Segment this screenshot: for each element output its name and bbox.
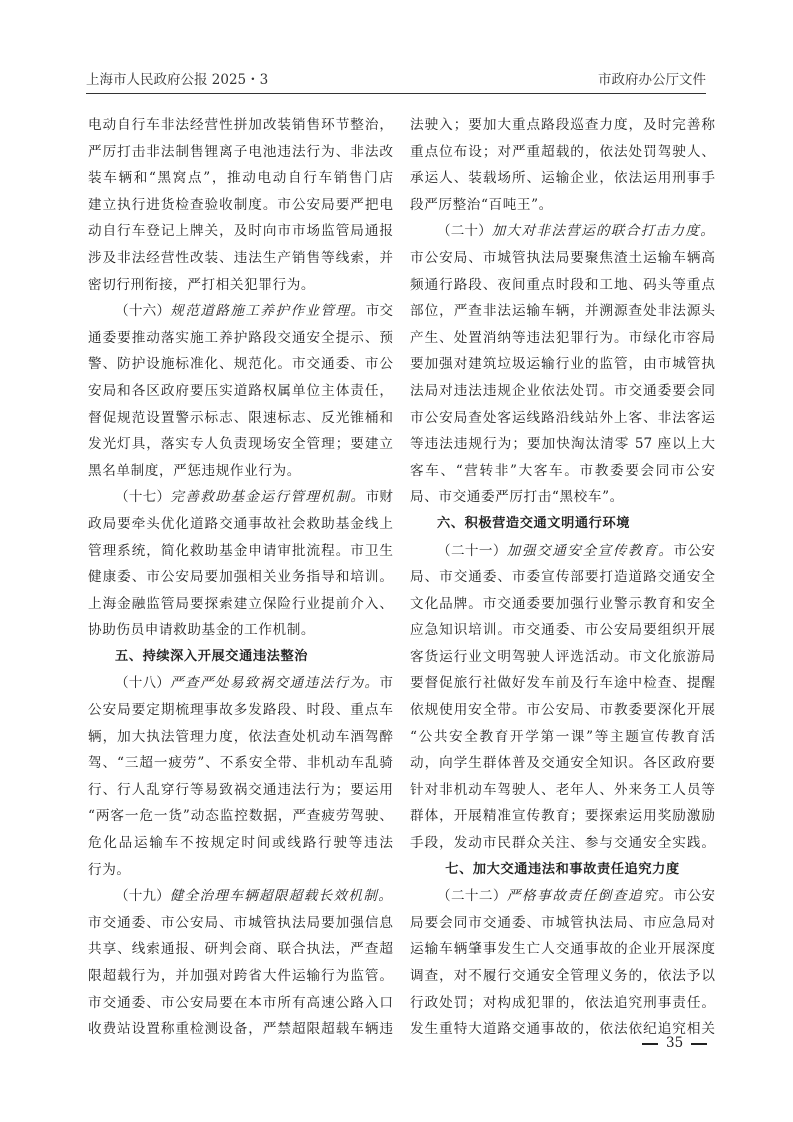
paragraph-line: 产生、处置消纳等违法犯罪行为。市绿化市容局 [410,329,715,346]
subsection-line [88,883,393,910]
paragraph-line: 密切行刑衔接，严打相关犯罪行为。 [88,276,316,293]
paragraph-line: 管理系统，简化救助基金申请审批流程。市卫生 [88,542,393,559]
paragraph-line: 行政处罚；对构成犯罪的，依法追究刑事责任。 [410,994,715,1011]
section-title: 市政府办公厅文件 [598,72,706,88]
paragraph-line: 行、行人乱穿行等易致祸交通违法行为；要运用 [88,781,393,798]
paragraph-line: “两客一危一货”动态监控数据，严查疲劳驾驶、 [88,808,393,825]
paragraph-line: 客车、“营转非”大客车。市教委要会同市公安 [410,462,715,479]
subsection-title: 加大对非法营运的联合打击力度。 [491,223,716,240]
section-heading: 七、加大交通违法和事故责任追究力度 [445,861,680,877]
paragraph-line: 危化品运输车不按规定时间或线路行驶等违法 [88,835,393,852]
subsection-line [88,670,393,697]
subsection-title: 严格事故责任倒查追究。 [506,888,674,905]
paragraph-line: 市公安局、市城管执法局要聚焦渣土运输车辆高 [410,249,715,266]
paragraph-line: 涉及非法经营性改装、违法生产销售等线索，并 [88,249,393,266]
dash-right [691,1043,707,1045]
subsection-title: 完善救助基金运行管理机制。 [170,489,366,506]
right-column [410,112,715,1043]
subsection-text: 市交 [365,303,394,320]
paragraph-line: 上海金融监管局要探索建立保险行业提前介入、 [88,595,393,612]
subsection-number: （十九） [115,888,170,905]
paragraph-line: 驾、“三超一疲劳”、不系安全带、非机动车乱骑 [88,755,393,772]
subsection-number: （二十） [437,223,492,240]
subsection-line [88,484,393,511]
subsection-text: 市公安 [673,542,716,559]
subsection-title: 健全治理车辆超限超载长效机制。 [169,888,394,905]
subsection-number: （二十二） [437,888,507,905]
paragraph-line: 等违法违规行为；要加快淘汰清零 57 座以上大 [410,436,715,453]
paragraph-line: 应急知识培训。市交通委、市公安局要组织开展 [410,622,715,639]
paragraph-line: 客货运行业文明驾驶人评选活动。市文化旅游局 [410,648,715,665]
dash-left [642,1043,658,1045]
paragraph-line: 手段，发动市民群众关注、参与交通安全实践。 [410,835,715,852]
paragraph-line: 段严厉整治“百吨王”。 [410,196,553,213]
paragraph-line: 收费站设置称重检测设备，严禁超限超载车辆违 [88,1021,393,1038]
subsection-text: 市 [379,675,393,692]
left-column [88,112,393,1043]
paragraph-line: 调查，对不履行交通安全管理义务的，依法予以 [410,968,715,984]
paragraph-line: 市交通委、市公安局、市城管执法局要加强信息 [88,914,393,931]
subsection-text: 市公安 [673,888,716,905]
paragraph-line: 动，向学生群体普及交通安全知识。各区政府要 [410,755,715,772]
subsection-title: 规范道路施工养护作业管理。 [170,303,366,320]
paragraph-line: 协助伤员申请救助基金的工作机制。 [88,622,316,639]
paragraph-line: 部位，严查非法运输车辆，并溯源查处非法源头 [410,303,715,320]
paragraph-line: 法驶入；要加大重点路段巡查力度，及时完善称 [410,117,715,133]
page-header [86,66,706,88]
paragraph-line: 要督促旅行社做好发车前及行车途中检查、提醒 [410,675,715,692]
paragraph-line: 市公安局查处客运线路沿线站外上客、非法客运 [410,409,715,426]
paragraph-line: 电动自行车非法经营性拼加改装销售环节整治， [88,117,393,133]
publication-title: 上海市人民政府公报 2025・3 [86,72,269,88]
page-number-text: 35 [666,1035,684,1051]
subsection-number: （十六） [115,303,171,320]
paragraph-line: 发生重特大道路交通事故的，依法依纪追究相关 [410,1021,715,1038]
paragraph-line: 公安局要定期梳理事故多发路段、时段、重点车 [88,702,393,719]
paragraph-line: 健康委、市公安局要加强相关业务指导和培训。 [88,569,393,586]
paragraph-line: 限超载行为，并加强对跨省大件运输行为监管。 [88,968,393,984]
paragraph-line: 依规使用安全带。市公安局、市教委要深化开展 [410,702,715,719]
paragraph-line: 重点位布设；对严重超载的，依法处罚驾驶人、 [410,143,715,160]
subsection-line [410,538,715,565]
paragraph-line: 建立执行进货检查验收制度。市公安局要严把电 [88,196,393,213]
paragraph-line: 严厉打击非法制售锂离子电池违法行为、非法改 [88,143,393,160]
paragraph-line: 局、市交通委、市委宣传部要打造道路交通安全 [410,569,715,586]
paragraph-line: 承运人、装载场所、运输企业，依法运用刑事手 [410,170,715,187]
paragraph-line: 督促规范设置警示标志、限速标志、反光锥桶和 [88,409,393,426]
paragraph-line: 黑名单制度，严惩违规作业行为。 [88,462,301,479]
paragraph-line: 群体，开展精准宣传教育；要探索运用奖励激励 [410,808,715,825]
paragraph-line: 局、市交通委严厉打击“黑校车”。 [410,489,624,506]
paragraph-line: 发光灯具，落实专人负责现场安全管理；要建立 [88,436,393,453]
section-heading: 六、积极营造交通文明通行环境 [437,515,631,531]
paragraph-line: 文化品牌。市交通委要加强行业警示教育和安全 [410,595,715,612]
subsection-line [410,218,715,245]
header-rule [86,93,706,94]
section-heading: 五、持续深入开展交通违法整治 [115,648,309,664]
paragraph-line: 通委要推动落实施工养护路段交通安全提示、预 [88,329,393,346]
paragraph-line: 频通行路段、夜间重点时段和工地、码头等重点 [410,276,715,293]
subsection-line [88,298,393,325]
paragraph-line: 局要会同市交通委、市城管执法局、市应急局对 [410,914,715,931]
subsection-text: 市财 [365,489,394,506]
subsection-number: （十七） [115,489,171,506]
paragraph-line: “公共安全教育开学第一课”等主题宣传教育活 [410,728,715,745]
paragraph-line: 行为。 [88,861,131,878]
paragraph-line: 法局对违法违规企业依法处罚。市交通委要会同 [410,382,715,399]
paragraph-line: 市交通委、市公安局要在本市所有高速公路入口 [88,994,393,1011]
paragraph-line: 要加强对建筑垃圾运输行业的监管，由市城管执 [410,356,715,373]
paragraph-line: 动自行车登记上牌关，及时向市市场监管局通报 [88,223,393,240]
paragraph-line: 针对非机动车驾驶人、老年人、外来务工人员等 [410,781,715,798]
page-number [634,1035,715,1051]
paragraph-line: 装车辆和“黑窝点”，推动电动自行车销售门店 [88,170,393,187]
paragraph-line: 运输车辆肇事发生亡人交通事故的企业开展深度 [410,941,715,958]
paragraph-line: 政局要牵头优化道路交通事故社会救助基金线上 [88,515,393,532]
subsection-number: （二十一） [437,542,507,559]
subsection-title: 严查严处易致祸交通违法行为。 [170,675,380,692]
paragraph-line: 安局和各区政府要压实道路权属单位主体责任， [88,382,393,399]
paragraph-line: 共享、线索通报、研判会商、联合执法，严查超 [88,941,393,958]
paragraph-line: 辆，加大执法管理力度，依法查处机动车酒驾醉 [88,728,393,745]
subsection-line [410,883,715,910]
paragraph-line: 警、防护设施标准化、规范化。市交通委、市公 [88,356,393,373]
subsection-number: （十八） [115,675,171,692]
subsection-title: 加强交通安全宣传教育。 [506,542,674,559]
